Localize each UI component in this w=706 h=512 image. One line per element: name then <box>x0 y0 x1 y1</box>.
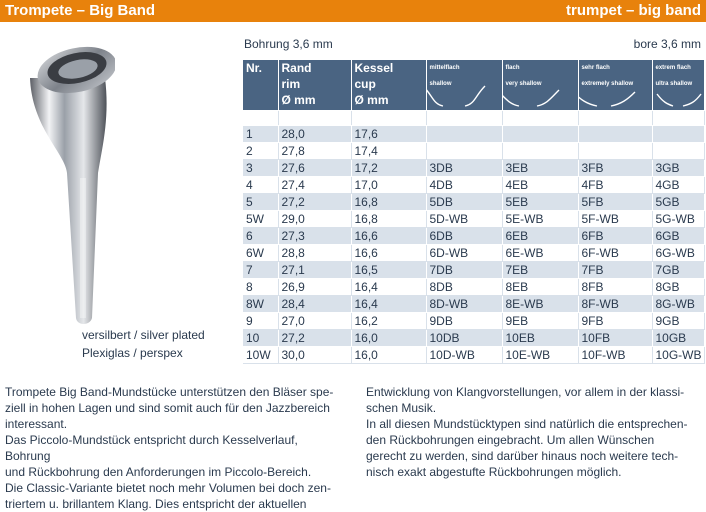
cell-extremely-shallow: 6F-WB <box>578 245 652 262</box>
title-german: Trompete – Big Band <box>5 2 156 19</box>
caption-material: Plexiglas / perspex <box>82 346 183 360</box>
cell-nr: 2 <box>243 143 278 160</box>
cell-extremely-shallow <box>578 143 652 160</box>
cell-ultra-shallow <box>652 126 704 143</box>
table-row <box>243 330 704 347</box>
cell-cup: 16,2 <box>351 313 426 330</box>
cell-shallow: 5DB <box>426 194 502 211</box>
cell-extremely-shallow: 8FB <box>578 279 652 296</box>
table-row <box>243 160 704 177</box>
cup-label-unit: Ø mm <box>354 93 389 107</box>
cell-very-shallow: 8E-WB <box>502 296 578 313</box>
cell-nr: 3 <box>243 160 278 177</box>
description-right <box>366 384 701 480</box>
depth-label-en: ultra shallow <box>655 81 693 87</box>
cell-rim: 27,3 <box>278 228 351 245</box>
table-row <box>243 313 704 330</box>
cup-label-en: cup <box>354 77 376 91</box>
cell-rim: 27,2 <box>278 330 351 347</box>
trumpet-mouthpiece-image <box>20 38 115 328</box>
cell-extremely-shallow: 5F-WB <box>578 211 652 228</box>
cell-cup: 16,4 <box>351 296 426 313</box>
cell-cup: 16,6 <box>351 245 426 262</box>
cell-rim: 27,6 <box>278 160 351 177</box>
cell-shallow <box>426 143 502 160</box>
cell-extremely-shallow: 8F-WB <box>578 296 652 313</box>
cell-shallow: 4DB <box>426 177 502 194</box>
cell-ultra-shallow: 8G-WB <box>652 296 704 313</box>
depth-label-en: shallow <box>429 81 452 87</box>
cell-nr: 5 <box>243 194 278 211</box>
table-row <box>243 126 704 143</box>
mouthpiece-spec-table <box>243 60 705 364</box>
caption-plating: versilbert / silver plated <box>82 328 205 342</box>
table-body <box>243 126 704 364</box>
cell-very-shallow: 9EB <box>502 313 578 330</box>
cell-shallow: 7DB <box>426 262 502 279</box>
cell-cup: 16,8 <box>351 194 426 211</box>
cell-very-shallow: 3EB <box>502 160 578 177</box>
cell-nr: 9 <box>243 313 278 330</box>
cell-nr: 7 <box>243 262 278 279</box>
cell-cup: 17,6 <box>351 126 426 143</box>
table-row <box>243 177 704 194</box>
cell-extremely-shallow: 7FB <box>578 262 652 279</box>
cell-shallow: 10DB <box>426 330 502 347</box>
bore-german: Bohrung 3,6 mm <box>244 37 333 51</box>
col-header-very-shallow <box>502 60 578 111</box>
text-line: In all diesen Mundstücktypen sind natürlich die entsprechen- <box>366 417 688 431</box>
text-line: Entwicklung von Klangvorstellungen, vor allem in der klassi- <box>366 385 685 399</box>
cell-rim: 28,8 <box>278 245 351 262</box>
text-line: triertem u. brillantem Klang. Dies entspricht der aktuellen <box>5 497 307 511</box>
cell-shallow: 5D-WB <box>426 211 502 228</box>
cell-ultra-shallow: 9GB <box>652 313 704 330</box>
cell-shallow: 8D-WB <box>426 296 502 313</box>
cell-ultra-shallow: 6GB <box>652 228 704 245</box>
cell-shallow: 8DB <box>426 279 502 296</box>
cell-nr: 6W <box>243 245 278 262</box>
table-row <box>243 296 704 313</box>
text-line: gerecht zu werden, sind darüber hinaus noch weitere tech- <box>366 449 679 463</box>
cell-ultra-shallow: 7GB <box>652 262 704 279</box>
cell-cup: 16,0 <box>351 330 426 347</box>
depth-label-de: mittelflach <box>429 65 460 71</box>
cell-very-shallow: 5EB <box>502 194 578 211</box>
cell-extremely-shallow: 3FB <box>578 160 652 177</box>
cell-rim: 30,0 <box>278 347 351 364</box>
table-row <box>243 245 704 262</box>
cell-very-shallow: 8EB <box>502 279 578 296</box>
cell-cup: 16,8 <box>351 211 426 228</box>
cell-cup: 17,2 <box>351 160 426 177</box>
cell-cup: 16,6 <box>351 228 426 245</box>
col-header-extremely-shallow <box>578 60 652 111</box>
table-row <box>243 262 704 279</box>
cell-rim: 27,0 <box>278 313 351 330</box>
depth-label-de: sehr flach <box>581 65 610 71</box>
bore-english: bore 3,6 mm <box>633 37 701 51</box>
cell-extremely-shallow: 6FB <box>578 228 652 245</box>
col-header-nr: Nr. <box>243 60 278 111</box>
cell-extremely-shallow <box>578 126 652 143</box>
cell-shallow: 6DB <box>426 228 502 245</box>
cell-cup: 16,5 <box>351 262 426 279</box>
header-bar <box>0 0 706 22</box>
table-row <box>243 228 704 245</box>
cell-very-shallow: 10EB <box>502 330 578 347</box>
cell-rim: 29,0 <box>278 211 351 228</box>
text-line: nisch exakt abgestufte Rückbohrungen möglich. <box>366 465 622 479</box>
cell-very-shallow: 6EB <box>502 228 578 245</box>
cell-ultra-shallow: 5GB <box>652 194 704 211</box>
cell-extremely-shallow: 9FB <box>578 313 652 330</box>
cell-extremely-shallow: 4FB <box>578 177 652 194</box>
cell-ultra-shallow: 10GB <box>652 330 704 347</box>
cell-rim: 27,2 <box>278 194 351 211</box>
cell-nr: 5W <box>243 211 278 228</box>
cell-nr: 8 <box>243 279 278 296</box>
text-line: und Rückbohrung den Anforderungen im Piccolo-Bereich. <box>5 465 312 479</box>
depth-label-en: very shallow <box>505 81 542 87</box>
cell-very-shallow: 7EB <box>502 262 578 279</box>
table-row <box>243 143 704 160</box>
text-line: Die Classic-Variante bietet noch mehr Volumen bei doch zen- <box>5 481 331 495</box>
table-row <box>243 279 704 296</box>
text-line: den Rückbohrungen eingebracht. Um allen Wünschen <box>366 433 655 447</box>
cell-very-shallow <box>502 126 578 143</box>
cell-rim: 27,1 <box>278 262 351 279</box>
col-header-shallow <box>426 60 502 111</box>
depth-label-de: flach <box>505 65 520 71</box>
description-left <box>5 384 345 512</box>
depth-label-en: extremely shallow <box>581 81 634 87</box>
cell-shallow: 9DB <box>426 313 502 330</box>
cell-cup: 16,0 <box>351 347 426 364</box>
table-row <box>243 211 704 228</box>
cell-rim: 26,9 <box>278 279 351 296</box>
cell-nr: 8W <box>243 296 278 313</box>
cell-ultra-shallow: 8GB <box>652 279 704 296</box>
cell-very-shallow <box>502 143 578 160</box>
rim-label-en: rim <box>281 77 301 91</box>
cell-very-shallow: 4EB <box>502 177 578 194</box>
cup-depth-profile-icon <box>503 82 573 108</box>
title-english: trumpet – big band <box>566 2 701 19</box>
cell-cup: 17,4 <box>351 143 426 160</box>
rim-label-de: Rand <box>281 61 312 75</box>
cell-cup: 17,0 <box>351 177 426 194</box>
cell-rim: 28,4 <box>278 296 351 313</box>
cell-shallow: 6D-WB <box>426 245 502 262</box>
cell-nr: 4 <box>243 177 278 194</box>
cup-depth-profile-icon <box>427 82 497 108</box>
depth-label-de: extrem flach <box>655 65 691 71</box>
cell-ultra-shallow: 5G-WB <box>652 211 704 228</box>
cup-depth-profile-icon <box>579 82 649 108</box>
cup-label-de: Kessel <box>354 61 394 75</box>
text-line: Trompete Big Band-Mundstücke unterstützen den Bläser spe- <box>5 385 334 399</box>
cell-rim: 28,0 <box>278 126 351 143</box>
cell-cup: 16,4 <box>351 279 426 296</box>
cell-ultra-shallow: 10G-WB <box>652 347 704 364</box>
cell-rim: 27,4 <box>278 177 351 194</box>
cell-nr: 6 <box>243 228 278 245</box>
text-line: schen Musik. <box>366 401 437 415</box>
col-header-ultra-shallow <box>652 60 704 111</box>
table-row <box>243 347 704 364</box>
cell-shallow <box>426 126 502 143</box>
cell-extremely-shallow: 10FB <box>578 330 652 347</box>
cell-ultra-shallow: 6G-WB <box>652 245 704 262</box>
col-header-rim <box>278 60 351 111</box>
cup-depth-profile-icon <box>653 82 705 108</box>
cell-ultra-shallow: 3GB <box>652 160 704 177</box>
text-line: ziell in hohen Lagen und sind somit auch für den Jazzbereich <box>5 401 330 415</box>
cell-rim: 27,8 <box>278 143 351 160</box>
cell-ultra-shallow: 4GB <box>652 177 704 194</box>
cell-ultra-shallow <box>652 143 704 160</box>
cell-nr: 1 <box>243 126 278 143</box>
table-spacer-row <box>243 111 704 126</box>
cell-extremely-shallow: 5FB <box>578 194 652 211</box>
cell-extremely-shallow: 10F-WB <box>578 347 652 364</box>
rim-label-unit: Ø mm <box>281 93 316 107</box>
cell-shallow: 3DB <box>426 160 502 177</box>
cell-very-shallow: 10E-WB <box>502 347 578 364</box>
cell-very-shallow: 5E-WB <box>502 211 578 228</box>
col-header-cup <box>351 60 426 111</box>
table-header-row <box>243 60 704 111</box>
table-row <box>243 194 704 211</box>
text-line: Das Piccolo-Mundstück entspricht durch Kesselverlauf, Bohrung <box>5 433 298 463</box>
text-line: interessant. <box>5 417 68 431</box>
cell-shallow: 10D-WB <box>426 347 502 364</box>
cell-very-shallow: 6E-WB <box>502 245 578 262</box>
cell-nr: 10 <box>243 330 278 347</box>
cell-nr: 10W <box>243 347 278 364</box>
